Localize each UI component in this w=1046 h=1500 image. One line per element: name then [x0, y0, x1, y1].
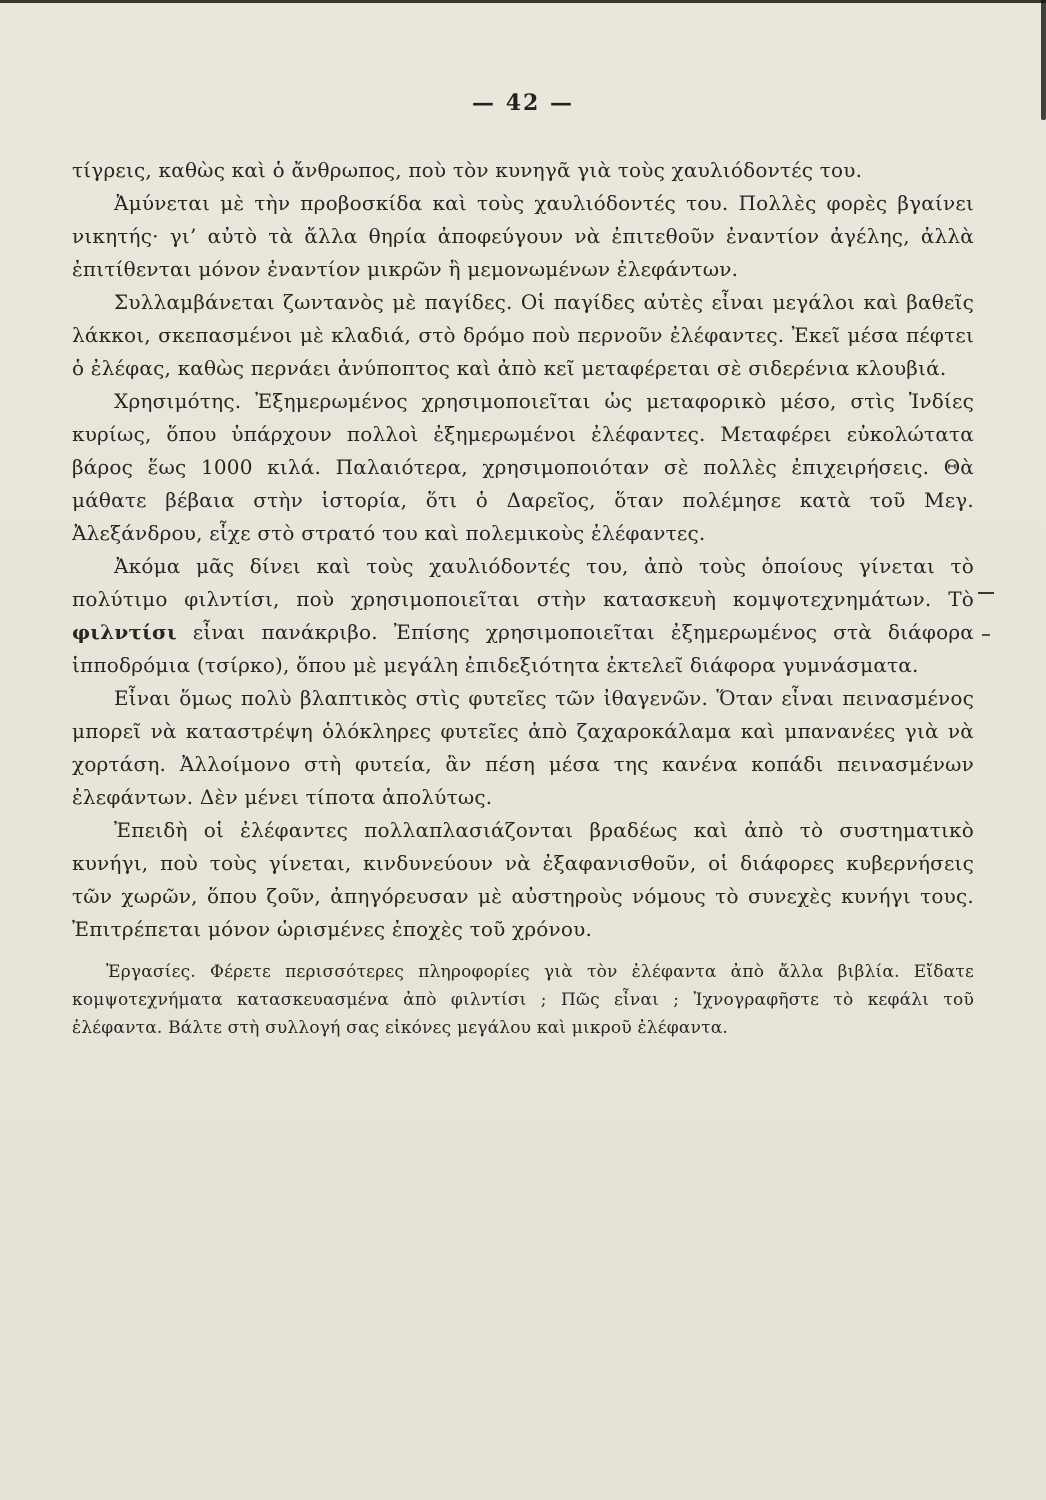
paragraph [72, 187, 974, 286]
paragraph [72, 682, 974, 814]
paragraph [72, 385, 974, 550]
scan-edge-top [0, 0, 1046, 3]
scan-mark [978, 592, 994, 594]
emphasized-text: φιλντίσι [72, 620, 177, 644]
scan-mark [982, 634, 990, 636]
paragraph [72, 286, 974, 385]
paragraph [72, 550, 974, 682]
text-run: εἶναι πανάκριβο. Ἐπίσης χρησιμοποιεῖται ἐξημερωμένος στὰ διάφορα ἱπποδρόμια (τσίρκο), ὅπου μὲ μεγάλη ἐπιδεξιότητα ἐκτελεῖ διάφορα γυμνάσματα. [72, 620, 974, 677]
paragraph [72, 958, 974, 1042]
text-run: τίγρεις, καθὼς καὶ ὁ ἄνθρωπος, ποὺ τὸν κυνηγᾶ γιὰ τοὺς χαυλιόδοντές του. [72, 158, 863, 182]
text-run: Ἐπειδὴ οἱ ἐλέφαντες πολλαπλασιάζονται βραδέως καὶ ἀπὸ τὸ συστηματικὸ κυνήγι, ποὺ τοὺς γίνεται, κινδυνεύουν νὰ ἐξαφανισθοῦν, οἱ διάφορες κυβερνήσεις τῶν χωρῶν, ὅπου ζοῦν, ἀπηγόρευσαν μὲ αὐστηροὺς νόμους τὸ συνεχὲς κυνήγι τους. Ἐπιτρέπεται μόνον ὡρισμένες ἐποχὲς τοῦ χρόνου. [72, 818, 974, 941]
text-run: Ἀμύνεται μὲ τὴν προβοσκίδα καὶ τοὺς χαυλιόδοντές του. Πολλὲς φορὲς βγαίνει νικητής· γι’ αὐτὸ τὰ ἄλλα θηρία ἀποφεύγουν νὰ ἐπιτεθοῦν ἐναντίον ἀγέλης, ἀλλὰ ἐπιτίθενται μόνον ἐναντίον μικρῶν ἢ μεμονωμένων ἐλεφάντων. [72, 191, 974, 281]
text-run: Ἐργασίες. Φέρετε περισσότερες πληροφορίες γιὰ τὸν ἐλέφαντα ἀπὸ ἄλλα βιβλία. Εἴδατε κομψοτεχνήματα κατασκευασμένα ἀπὸ φιλντίσι ; Πῶς εἶναι ; Ἰχνογραφῆστε τὸ κεφάλι τοῦ ἐλέφαντα. Βάλτε στὴ συλλογή σας εἰκόνες μεγάλου καὶ μικροῦ ἐλέφαντα. [72, 962, 974, 1038]
text-run: Συλλαμβάνεται ζωντανὸς μὲ παγίδες. Οἱ παγίδες αὐτὲς εἶναι μεγάλοι καὶ βαθεῖς λάκκοι, σκεπασμένοι μὲ κλαδιά, στὸ δρόμο ποὺ περνοῦν ἐλέφαντες. Ἐκεῖ μέσα πέφτει ὁ ἐλέφας, καθὼς περνάει ἀνύποπτος καὶ ἀπὸ κεῖ μεταφέρεται σὲ σιδερένια κλουβιά. [72, 290, 974, 380]
scan-edge-right [1041, 0, 1046, 120]
page-body [72, 154, 974, 1042]
paragraph [72, 814, 974, 946]
text-run: Χρησιμότης. Ἐξημερωμένος χρησιμοποιεῖται ὡς μεταφορικὸ μέσο, στὶς Ἰνδίες κυρίως, ὅπου ὑπάρχουν πολλοὶ ἐξημερωμένοι ἐλέφαντες. Μεταφέρει εὐκολώτατα βάρος ἕως 1000 κιλά. Παλαιότερα, χρησιμοποιόταν σὲ πολλὲς ἐπιχειρήσεις. Θὰ μάθατε βέβαια στὴν ἱστορία, ὅτι ὁ Δαρεῖος, ὅταν πολέμησε κατὰ τοῦ Μεγ. Ἀλεξάνδρου, εἶχε στὸ στρατό του καὶ πολεμικοὺς ἐλέφαντες. [72, 389, 974, 545]
paragraph [72, 154, 974, 187]
text-run: Εἶναι ὅμως πολὺ βλαπτικὸς στὶς φυτεῖες τῶν ἰθαγενῶν. Ὅταν εἶναι πεινασμένος μπορεῖ νὰ καταστρέψη ὁλόκληρες φυτεῖες ἀπὸ ζαχαροκάλαμα καὶ μπανανέες γιὰ νὰ χορτάση. Ἀλλοίμονο στὴ φυτεία, ἂν πέση μέσα της κανένα κοπάδι πεινασμένων ἐλεφάντων. Δὲν μένει τίποτα ἀπολύτως. [72, 686, 974, 809]
page-number: — 42 — [472, 90, 574, 116]
text-run: Ἀκόμα μᾶς δίνει καὶ τοὺς χαυλιόδοντές του, ἀπὸ τοὺς ὁποίους γίνεται τὸ πολύτιμο φιλντίσι, ποὺ χρησιμοποιεῖται στὴν κατασκευὴ κομψοτεχνημάτων. Τὸ [72, 554, 974, 611]
